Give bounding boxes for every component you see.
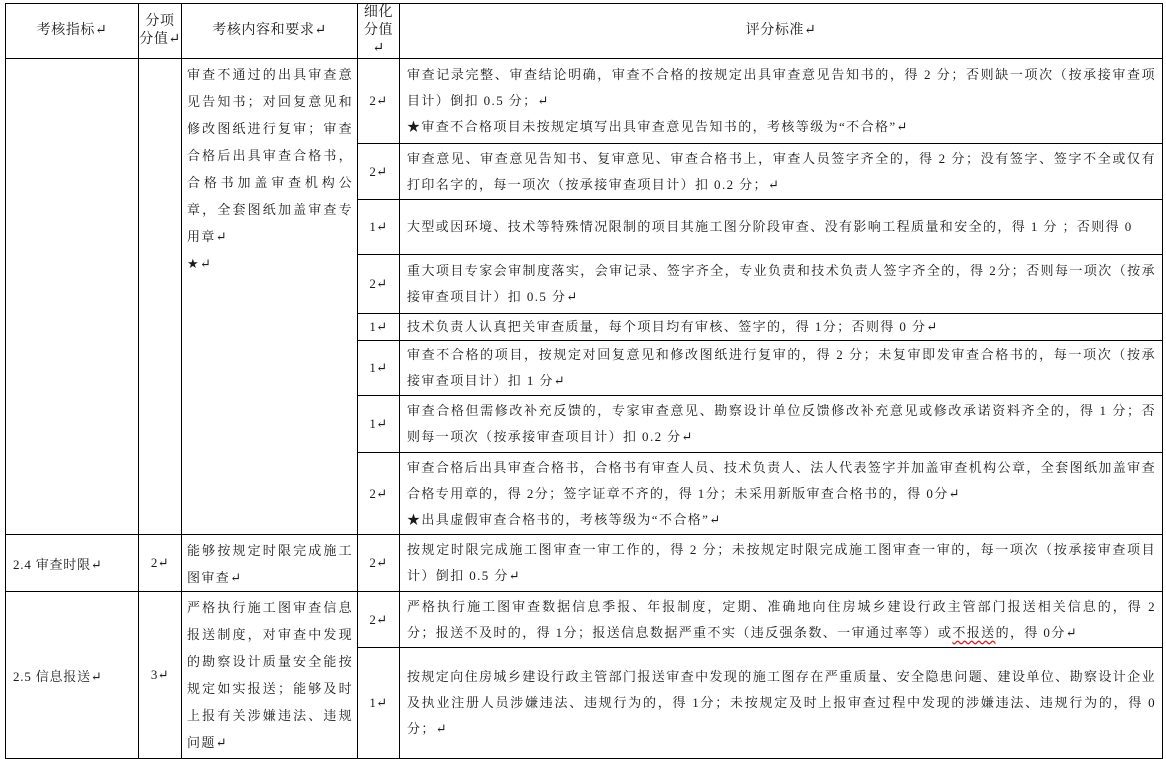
- criteria-cell: [400, 314, 1163, 341]
- criteria-cell: [400, 535, 1163, 592]
- criteria-text: 按规定向住房城乡建设行政主管部门报送审查中发现的施工图存在严重质量、安全隐患问题、建设单位、勘察设计企业及执业注册人员涉嫌违法、违规行为的，得 1分；未按规定及时上报审查过程中发现的涉嫌违法、违规行为的，得 0分；↵: [407, 669, 1156, 736]
- content-star-mark: ★↵: [187, 256, 213, 271]
- spellcheck-flagged-text: 不报送: [952, 624, 996, 640]
- criteria-text: 按规定时限完成施工图审查一审工作的，得 2 分；未按规定时限完成施工图审查一审的，每一项次（按承接审查项目计）倒扣 0.5 分↵: [407, 542, 1156, 583]
- header-indicator: 考核指标↵: [6, 4, 139, 59]
- indicator-cell-info-reporting: 2.5 信息报送↵: [6, 592, 139, 759]
- criteria-veto-text: ★审查不合格项目未按规定填写出具审查意见告知书的，考核等级为“不合格”↵: [407, 119, 909, 134]
- detail-score-cell: 1↵: [358, 396, 400, 453]
- header-item-score: [139, 4, 182, 59]
- content-text: 能够按规定时限完成施工图审查↵: [187, 543, 353, 585]
- criteria-text: 大型或因环境、技术等特殊情况限制的项目其施工图分阶段审查、没有影响工程质量和安全的，得 1 分 ；否则得 0: [407, 219, 1133, 234]
- assessment-table: [5, 3, 1163, 759]
- detail-score-cell: 1↵: [358, 200, 400, 255]
- header-criteria: 评分标准↵: [400, 4, 1163, 59]
- content-cell-review-time-limit: [182, 535, 358, 592]
- header-detail-score-line2: 分值↵: [363, 23, 394, 56]
- content-text: 严格执行施工图审查信息报送制度，对审查中发现的勘察设计质量安全能按规定如实报送；能够及时上报有关涉嫌违法、违规问题↵: [187, 600, 353, 750]
- criteria-cell: [400, 144, 1163, 200]
- header-content: 考核内容和要求↵: [182, 4, 358, 59]
- header-detail-score-line1: 细化: [363, 5, 394, 20]
- detail-score-cell: 2↵: [358, 144, 400, 200]
- item-score-cell: 3↵: [139, 592, 182, 759]
- criteria-text: 审查不合格的项目，按规定对回复意见和修改图纸进行复审的，得 2 分；未复审即发审查合格书的，每一项次（按承接审查项目计）扣 1 分↵: [407, 347, 1156, 388]
- detail-score-cell: 1↵: [358, 648, 400, 759]
- criteria-cell: [400, 396, 1163, 453]
- criteria-cell: [400, 255, 1163, 314]
- detail-score-cell: 1↵: [358, 314, 400, 341]
- detail-score-cell: 2↵: [358, 453, 400, 535]
- content-cell-review-issuance: [182, 59, 358, 535]
- indicator-cell-empty: [6, 59, 139, 535]
- table-row: [6, 535, 1163, 592]
- content-cell-info-reporting: [182, 592, 358, 759]
- criteria-text: 审查合格但需修改补充反馈的，专家审查意见、勘察设计单位反馈修改补充意见或修改承诺资料齐全的，得 1 分；否则每一项次（按承接审查项目计）扣 0.2 分↵: [407, 403, 1156, 444]
- detail-score-cell: 2↵: [358, 59, 400, 144]
- detail-score-cell: 2↵: [358, 592, 400, 648]
- detail-score-cell: 2↵: [358, 535, 400, 592]
- criteria-text-part: 的，得 0分↵: [995, 624, 1079, 640]
- item-score-cell-empty: [139, 59, 182, 535]
- indicator-cell-review-time-limit: 2.4 审查时限↵: [6, 535, 139, 592]
- criteria-text-part: 严格执行施工图审查数据信息季报、年报制度，定期、准确地向住房城乡建设行政主管部门报送相关信息的，得 2 分；报送不及时的，得 1分；报送信息数据严重不实（违反强条数、一审通过率等）或: [407, 598, 1156, 640]
- header-detail-score: [358, 4, 400, 59]
- criteria-cell: [400, 341, 1163, 396]
- criteria-text: 审查合格后出具审查合格书，合格书有审查人员、技术负责人、法人代表签字并加盖审查机构公章，全套图纸加盖审查合格专用章的，得 2分；签字证章不齐的，得 1分；未采用新版审查合格书的，得 0分↵: [407, 459, 1156, 501]
- table-row: [6, 59, 1163, 144]
- criteria-text: [407, 594, 1156, 646]
- table-row: [6, 592, 1163, 648]
- item-score-cell: 2↵: [139, 535, 182, 592]
- criteria-veto-text: ★出具虚假审查合格书的，考核等级为“不合格”↵: [407, 511, 722, 527]
- criteria-text: 审查记录完整、审查结论明确，审查不合格的按规定出具审查意见告知书的，得 2 分；否则缺一项次（按承接审查项目计）倒扣 0.5 分；↵: [407, 67, 1156, 108]
- criteria-cell: [400, 648, 1163, 759]
- criteria-text: 审查意见、审查意见告知书、复审意见、审查合格书上，审查人员签字齐全的，得 2 分；没有签字、签字不全或仅有打印名字的，每一项次（按承接审查项目计）扣 0.2 分；↵: [407, 150, 1156, 192]
- header-item-score-line1: 分项: [145, 14, 175, 29]
- criteria-cell: [400, 59, 1163, 144]
- criteria-text: 重大项目专家会审制度落实，会审记录、签字齐全，专业负责和技术负责人签字齐全的，得 2分；否则每一项次（按承接审查项目计）扣 0.5 分↵: [407, 263, 1156, 304]
- header-row: [6, 4, 1163, 59]
- header-item-score-line2: 分值↵: [139, 32, 181, 47]
- criteria-cell: [400, 592, 1163, 648]
- detail-score-cell: 2↵: [358, 255, 400, 314]
- content-text: 审查不通过的出具审查意见告知书；对回复意见和修改图纸进行复审；审查合格后出具审查合格书，合格书加盖审查机构公章，全套图纸加盖审查专用章↵: [187, 67, 353, 244]
- criteria-text: 技术负责人认真把关审查质量，每个项目均有审核、签字的，得 1分；否则得 0 分↵: [407, 319, 939, 334]
- criteria-cell: [400, 200, 1163, 255]
- detail-score-cell: 1↵: [358, 341, 400, 396]
- criteria-cell: [400, 453, 1163, 535]
